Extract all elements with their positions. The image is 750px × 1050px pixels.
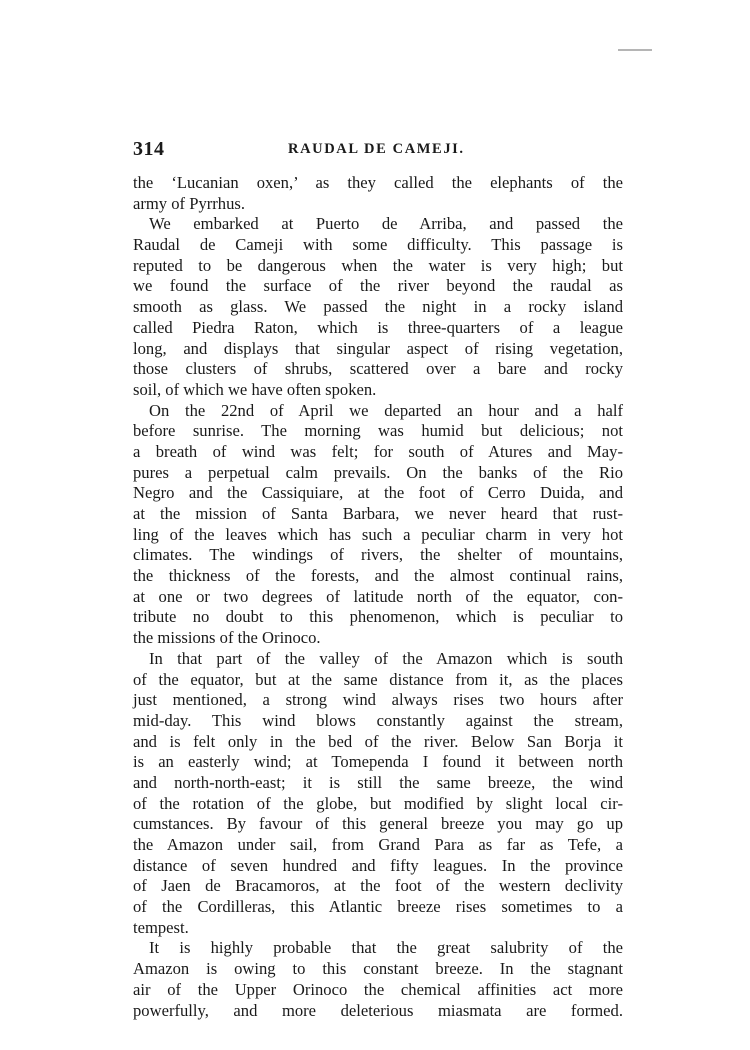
text-line: and is felt only in the bed of the river. Below San Borja it [133, 731, 623, 751]
text-line: powerfully, and more deleterious miasmata are formed. [133, 1000, 623, 1020]
text-line: soil, of which we have often spoken. [133, 379, 377, 399]
body-text [133, 173, 623, 1021]
text-line: It is highly probable that the great salubrity of the [149, 938, 623, 958]
text-line: at one or two degrees of latitude north of the equator, con- [133, 586, 623, 606]
text-line: We embarked at Puerto de Arriba, and passed the [149, 214, 623, 234]
text-line: of the rotation of the globe, but modified by slight local cir- [133, 793, 623, 813]
text-line: air of the Upper Orinoco the chemical affinities act more [133, 979, 623, 999]
page-edge-mark [618, 49, 652, 51]
text-line: and north-north-east; it is still the same breeze, the wind [133, 772, 623, 792]
text-line: just mentioned, a strong wind always rises two hours after [133, 690, 623, 710]
running-head: RAUDAL DE CAMEJI. [288, 141, 465, 157]
text-line: army of Pyrrhus. [133, 193, 245, 213]
text-line: is an easterly wind; at Tomependa I found it between north [133, 752, 623, 772]
text-line: distance of seven hundred and fifty leagues. In the province [133, 855, 623, 875]
text-line: the thickness of the forests, and the almost continual rains, [133, 566, 623, 586]
text-line: reputed to be dangerous when the water is very high; but [133, 255, 623, 275]
text-line: before sunrise. The morning was humid but delicious; not [133, 421, 623, 441]
text-line: Raudal de Cameji with some difficulty. This passage is [133, 235, 623, 255]
text-line: pures a perpetual calm prevails. On the banks of the Rio [133, 462, 623, 482]
text-line: tribute no doubt to this phenomenon, which is peculiar to [133, 607, 623, 627]
text-line: long, and displays that singular aspect of rising vegetation, [133, 338, 623, 358]
text-line: tempest. [133, 917, 189, 937]
text-line: On the 22nd of April we departed an hour and a half [149, 400, 623, 420]
text-line: the missions of the Orinoco. [133, 628, 321, 648]
text-line: smooth as glass. We passed the night in a rocky island [133, 297, 623, 317]
text-line: those clusters of shrubs, scattered over a bare and rocky [133, 359, 623, 379]
text-line: Amazon is owing to this constant breeze. In the stagnant [133, 959, 623, 979]
text-line: a breath of wind was felt; for south of Atures and May- [133, 441, 623, 461]
text-line: called Piedra Raton, which is three-quarters of a league [133, 317, 623, 337]
text-line: of Jaen de Bracamoros, at the foot of the western declivity [133, 876, 623, 896]
text-line: mid-day. This wind blows constantly against the stream, [133, 710, 623, 730]
text-line: the Amazon under sail, from Grand Para as far as Tefe, a [133, 835, 623, 854]
text-line: In that part of the valley of the Amazon which is south [149, 648, 623, 668]
text-line: climates. The windings of rivers, the shelter of mountains, [133, 545, 623, 565]
page-number: 314 [133, 138, 165, 160]
text-line: ling of the leaves which has such a peculiar charm in very hot [133, 524, 623, 544]
text-line: of the equator, but at the same distance from it, as the places [133, 669, 623, 689]
text-line: at the mission of Santa Barbara, we never heard that rust- [133, 504, 623, 523]
text-line: of the Cordilleras, this Atlantic breeze rises sometimes to a [133, 897, 623, 917]
text-line: Negro and the Cassiquiare, at the foot of Cerro Duida, and [133, 483, 623, 503]
text-line: cumstances. By favour of this general breeze you may go up [133, 814, 623, 834]
text-line: we found the surface of the river beyond the raudal as [133, 276, 623, 296]
page-header [133, 138, 623, 166]
text-line: the ‘Lucanian oxen,’ as they called the elephants of the [133, 173, 623, 192]
